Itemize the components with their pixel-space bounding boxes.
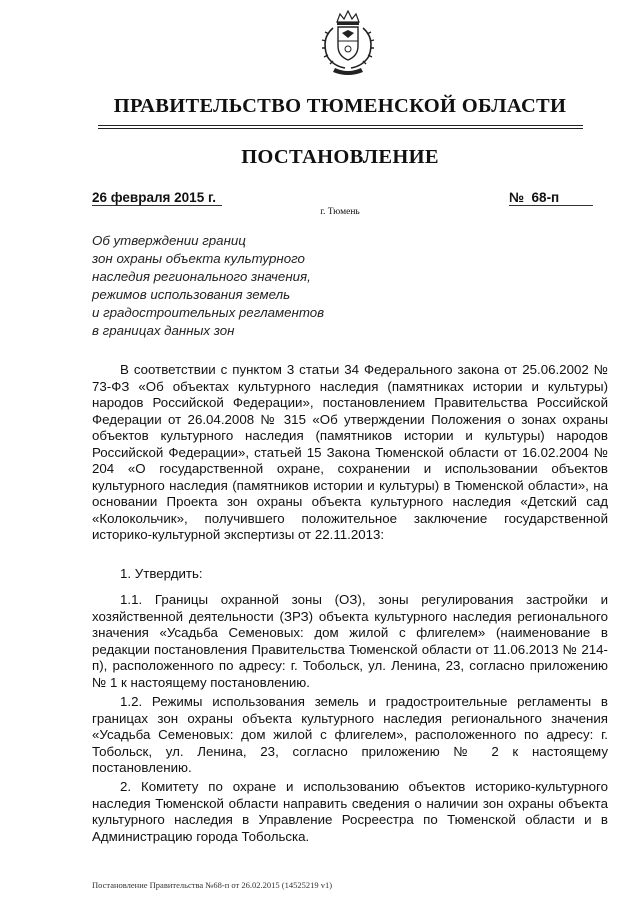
decree-city: г. Тюмень — [320, 207, 360, 217]
subject-line: наследия регионального значения, — [92, 269, 311, 284]
subject-line: зон охраны объекта культурного — [92, 251, 305, 266]
item-1-paragraph: 1. Утвердить: — [120, 566, 203, 581]
decree-subject — [92, 232, 324, 340]
subject-line: в границах данных зон — [92, 323, 235, 338]
subject-line: Об утверждении границ — [92, 233, 246, 248]
item-2-paragraph: 2. Комитету по охране и использованию объектов историко-культурного наследия Тюменской области направить сведения о наличии зон охраны объекта культурного наследия в Управление Росреестра по Тюменской области и в Администрацию города Тобольска. — [92, 779, 608, 844]
decree-date: 26 февраля 2015 г. — [92, 190, 222, 206]
subject-line: режимов использования земель — [92, 287, 291, 302]
item-1-1-paragraph: 1.1. Границы охранной зоны (ОЗ), зоны регулирования застройки и хозяйственной деятельности (ЗРЗ) объекта культурного наследия регионального значения «Усадьба Семеновых: дом жилой с флигелем» (наименование в редакции постановления Правительства Тюменской области от 11.06.2013 № 214-п), расположенного по адресу: г. Тобольск, ул. Ленина, 23, согласно приложению № 1 к настоящему постановлению. — [92, 592, 608, 690]
decree-number: № 68-п — [509, 190, 593, 206]
coat-of-arms-icon — [311, 8, 385, 78]
document-type-title: ПОСТАНОВЛЕНИЕ — [241, 146, 439, 168]
preamble-paragraph: В соответствии с пунктом 3 статьи 34 Федерального закона от 25.06.2002 № 73-ФЗ «Об объектах культурного наследия (памятниках истории и культуры) народов Российской Федерации», постановлением Правительства Российской Федерации от 26.04.2008 № 315 «Об утверждении Положения о зонах охраны объектов культурного наследия (памятников истории и культуры) народов Российской Федерации», статьей 15 Закона Тюменской области от 16.02.2004 № 204 «О государственной охране, сохранении и использовании объектов культурного наследия (памятников истории и культуры) в Тюменской области», на основании Проекта зон охраны объекта культурного наследия «Детский сад «Колокольчик», получившего положительное заключение государственной историко-культурной экспертизы от 22.11.2013: — [92, 362, 608, 542]
header-divider-thin — [98, 128, 583, 129]
government-title: ПРАВИТЕЛЬСТВО ТЮМЕНСКОЙ ОБЛАСТИ — [113, 95, 567, 117]
subject-line: и градостроительных регламентов — [92, 305, 325, 320]
item-1-2-paragraph: 1.2. Режимы использования земель и градостроительные регламенты в границах зон охраны объекта культурного наследия регионального значения «Усадьба Семеновых: дом жилой с флигелем», расположенного по адресу: г. Тобольск, ул. Ленина, 23, согласно приложению № 2 к настоящему постановлению. — [92, 694, 608, 775]
header-divider — [98, 125, 583, 126]
document-footer: Постановление Правительства №68-п от 26.02.2015 (14525219 v1) — [92, 880, 333, 890]
